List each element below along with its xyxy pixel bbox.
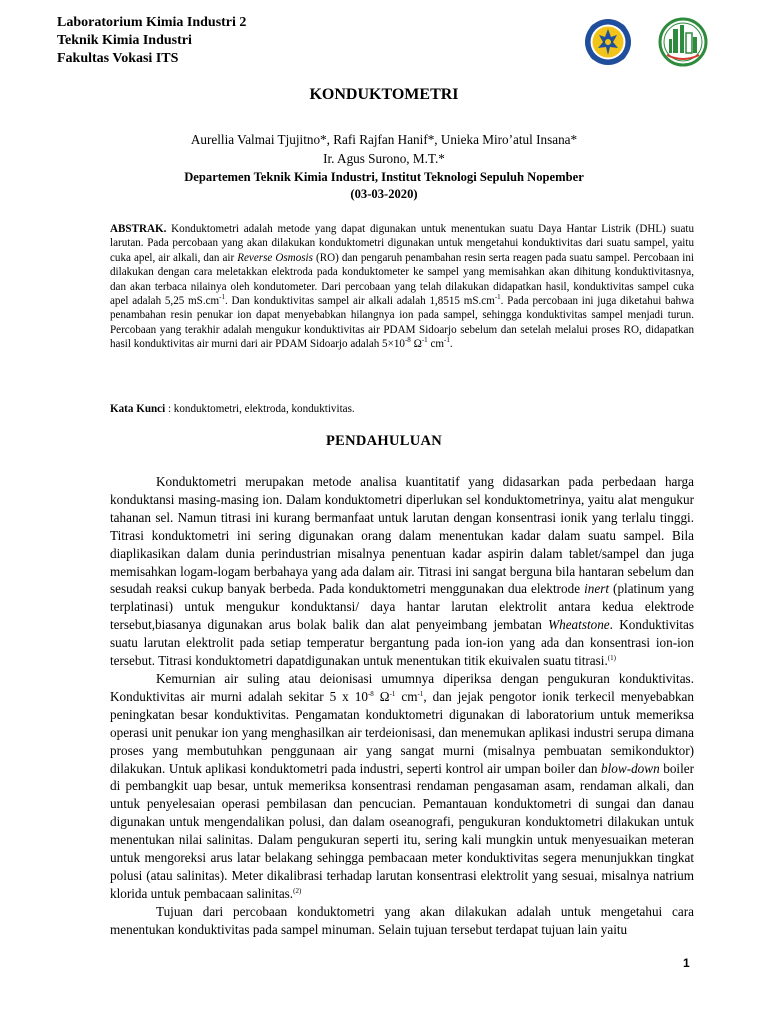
- department-name: Departemen Teknik Kimia Industri, Institut Teknologi Sepuluh Nopember: [184, 170, 584, 184]
- paragraph-text: cm: [395, 688, 418, 704]
- its-seal-logo: [585, 19, 631, 65]
- abstract-label: ABSTRAK.: [110, 223, 167, 235]
- italic-term: blow-down: [601, 760, 660, 776]
- paragraph: [110, 670, 694, 903]
- paper-title: KONDUKTOMETRI: [309, 86, 459, 103]
- reference-marker: (2): [293, 886, 302, 895]
- superscript: -1: [389, 689, 396, 698]
- keywords-label: Kata Kunci: [110, 403, 166, 415]
- superscript: -1: [421, 336, 428, 345]
- paragraph-text: Konduktometri merupakan metode analisa kuantitatif yang didasarkan pada perbedaan harga konduktansi masing-masing ion. Dalam konduktometri diperlukan sel konduktometrinya, yaitu alat mengukur tahanan sel. Namun titrasi ini kurang bermanfaat untuk larutan dengan konsentrasi ionik yang terlalu tinggi. Titrasi konduktometri ini sering digunakan orang dalam menentukan kadar dalam suatu sampel. Bila diaplikasikan dalam dunia perindustrian misalnya penentuan kadar aspirin dalam tablet/sampel dan juga memisahkan logam-logam berbahaya yang ada dalam air. Titrasi ini sangat berguna bila hantaran sebelum dan sesudah reaksi cukup banyak berbeda. Pada konduktometri menggunakan dua elektrode: [110, 474, 694, 597]
- keywords: [110, 402, 694, 416]
- paragraph-text: . Konduktivitas suatu larutan elektrolit pada setiap temperatur bergantung pada ion-ion yang ada dan konsentrasi ion-ion tersebut. Titrasi konduktometri dapatdigunakan untuk menentukan titik ekuivalen suatu titrasi.: [110, 617, 695, 669]
- author-list: [0, 130, 768, 168]
- page-number: 1: [683, 956, 690, 970]
- abstract-text: . Pada percobaan ini juga diketahui bahwa penambahan resin penukar ion dapat menyebabkan hilangnya ion pada sampel, sehingga konduktivitas sampel menjadi turun. Percobaan yang terakhir adalah mengukur konduktivitas air PDAM Sidoarjo sebelum dan setelah melalui proses RO, didapatkan hasil konduktivitas air murni dari air PDAM Sidoarjo adalah 5×10: [110, 295, 694, 351]
- body-text: [110, 473, 694, 939]
- section-heading: PENDAHULUAN: [325, 433, 443, 449]
- authors-line-supervisor: Ir. Agus Surono, M.T.*: [323, 151, 445, 166]
- header-line-program: Teknik Kimia Industri: [57, 33, 192, 48]
- superscript: -8: [367, 689, 374, 698]
- reference-marker: (1): [607, 654, 616, 663]
- paragraph-text: (platinum yang terplatinasi) untuk mengukur konduktansi/ daya hantar larutan elektrolit antara kedua elektrode tersebut,biasanya digunakan arus bolak balik dan alat penyeimbang jembatan: [110, 581, 694, 633]
- superscript: -1: [444, 336, 450, 345]
- abstract-italic-term: Reverse Osmosis: [237, 251, 313, 264]
- abstract-text: cm: [427, 338, 445, 351]
- abstract-text: . Dan konduktivitas sampel air alkali adalah 1,8515 mS.cm: [225, 295, 495, 308]
- affiliation: [0, 169, 768, 203]
- paragraph-text: Ω: [373, 688, 390, 704]
- logos: [583, 17, 713, 67]
- superscript: -1: [494, 293, 501, 302]
- authors-line-students: Aurellia Valmai Tjujitno*, Rafi Rajfan Hanif*, Unieka Miro’atul Insana*: [190, 132, 578, 147]
- italic-term: inert: [584, 581, 610, 597]
- abstract-text: (RO) dan pengaruh penambahan resin serta reagen pada suatu sampel. Percobaan ini dilakukan dengan cara meletakkan elektroda pada konduktometer ke sampel yang memisahkan akan dihitung konduktivitasnya, dan akan terbaca nilainya oleh kondutometer. Dari percobaan yang telah dilakukan didapatkan hasil, konduktivitas sampel cuka apel adalah 5,25 mS.cm: [110, 251, 695, 308]
- superscript: -8: [404, 336, 411, 345]
- keywords-text: : konduktometri, elektroda, konduktivitas.: [165, 403, 355, 415]
- paragraph: Tujuan dari percobaan konduktometri yang akan dilakukan adalah untuk mengetahui cara menentukan konduktivitas pada sampel minuman. Selain tujuan tersebut terdapat tujuan lain yaitu: [110, 903, 694, 937]
- paper-date: (03-03-2020): [350, 187, 418, 201]
- paragraph: [110, 473, 694, 670]
- header-line-faculty: Fakultas Vokasi ITS: [57, 51, 179, 66]
- superscript: -1: [219, 293, 225, 302]
- paragraph-text: Kemurnian air suling atau deionisasi umumnya diperiksa dengan pengukuran konduktivitas. Konduktivitas air murni adalah sekitar 5 x 10: [110, 670, 694, 704]
- lab-header: [57, 14, 246, 68]
- header-line-lab: Laboratorium Kimia Industri 2: [57, 15, 247, 30]
- industry-building-logo: [660, 19, 706, 65]
- abstract-text: Ω: [410, 338, 422, 351]
- logo-group: [583, 17, 713, 67]
- italic-term: Wheatstone: [548, 617, 610, 633]
- abstract-text: Konduktometri adalah metode yang dapat digunakan untuk menentukan suatu Daya Hantar Listrik (DHL) suatu larutan. Pada percobaan yang akan dilakukan konduktometri digunakan untuk mengetahui konduktivitas dari suatu sampel, yaitu cuka apel, air alkali, dan air: [110, 223, 694, 264]
- superscript: -1: [417, 689, 424, 698]
- paragraph-text: boiler di pembangkit uap besar, untuk memeriksa konsentrasi rendaman pengasaman asam, rendaman alkali, dan untuk penyelesaian operasi pembilasan dan pencucian. Pemantauan konduktometri di sungai dan danau digunakan untuk mengendalikan polusi, dan dalam oseanografi, pengukuran konduktometri dilakukan untuk menentukan nilai salinitas. Dalam pengukuran seperti itu, sering kali mungkin untuk menyesuaikan meteran untuk mengoreksi arus latar belakang sehingga pembacaan meter konduktivitas segera menunjukkan tingkat polusi (atau salinitas). Meter dikalibrasi terhadap larutan konsentrasi elektrolit yang sesuai, misalnya natrium klorida untuk pembacaan salinitas.: [110, 760, 694, 901]
- paragraph-text: , dan jejak pengotor ionik terkecil menyebabkan peningkatan besar konduktivitas. Pengamatan konduktometri digunakan di laboratorium untuk memeriksa operasi unit penukar ion yang menghasilkan air terdeionisasi, dan menemukan aplikasi industri serupa dimana proses yang membutuhkan penggunaan air yang sangat murni (misalnya pembuatan semikonduktor) dilakukan. Untuk aplikasi konduktometri pada industri, seperti kontrol air umpan boiler dan: [110, 688, 694, 776]
- abstract-text: .: [449, 338, 453, 351]
- abstract: [110, 222, 694, 352]
